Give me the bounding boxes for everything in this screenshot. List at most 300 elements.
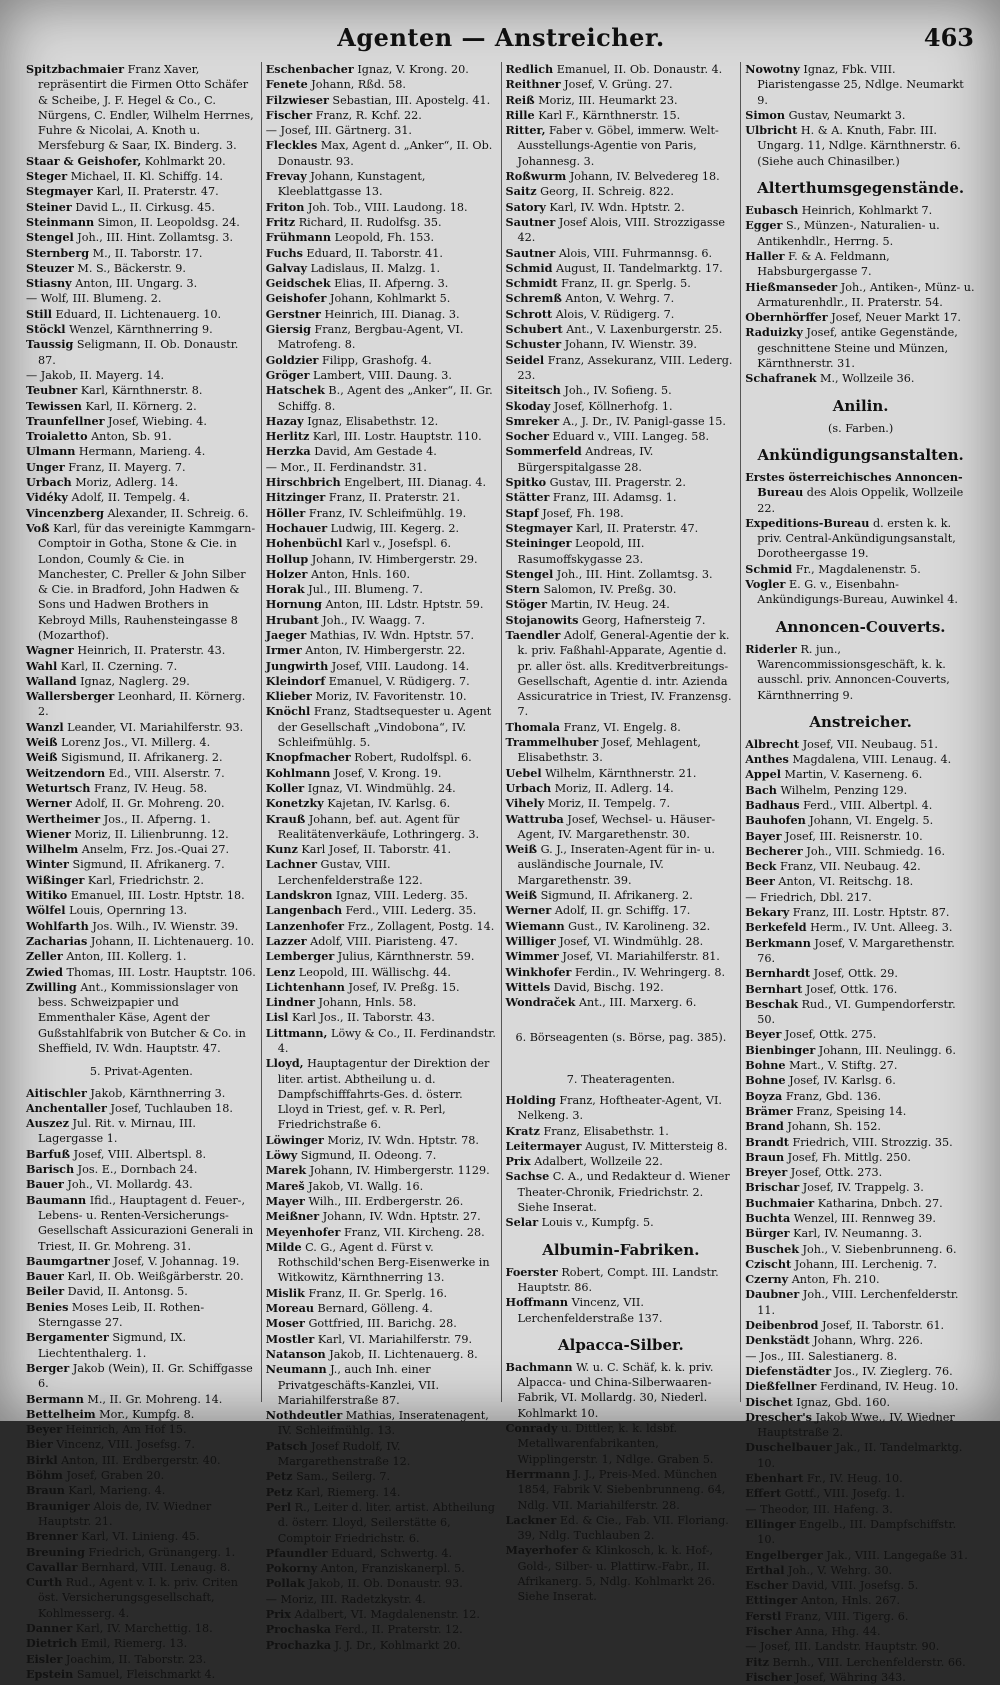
entry-name: Werner	[505, 903, 552, 918]
entry-details: Vincenz, VII. Lerchenfelderstraße 137.	[517, 1296, 663, 1325]
entry-details: Adolf, General-Agentie der k. k. priv. Faßhahl-Apparate, Agentie d. pr. aller öst. alls. Kreditverbreitungs-Gesellschaft, Agentie d. intr. Azienda Assicuratrice in Triest, IV. Franzensg. 7.	[517, 628, 732, 719]
entry-details: Jak., VIII. Langegaße 31.	[822, 1548, 968, 1562]
entry-details: Anton, Sb. 91.	[87, 430, 172, 444]
entry-details: C. A., und Redakteur d. Wiener Theater-Chronik, Friedrichstr. 2. Siehe Inserat.	[517, 1170, 730, 1215]
entry-name: Haller	[745, 248, 785, 263]
entry-details: Heinrich, II. Praterstr. 43.	[73, 644, 226, 658]
directory-entry	[266, 475, 497, 490]
entry-details: Moriz, IV. Wdn. Hptstr. 78.	[323, 1133, 479, 1147]
entry-details: Karl, Friedrichstr. 2.	[84, 873, 204, 887]
entry-details: Josef, III. Reisnerstr. 10.	[781, 829, 923, 843]
entry-details: Jakob, Kärnthnerring 3.	[86, 1086, 226, 1100]
entry-details: Jul., III. Blumeng. 7.	[304, 583, 423, 597]
directory-entry	[266, 766, 497, 781]
directory-entry	[745, 310, 976, 325]
directory-entry	[266, 460, 497, 475]
directory-entry	[266, 659, 497, 674]
directory-entry	[26, 1300, 257, 1331]
directory-entry	[745, 1578, 976, 1593]
entry-name: Mislik	[265, 1285, 305, 1300]
directory-entry	[266, 368, 497, 383]
entry-name: Brischar	[745, 1180, 800, 1195]
directory-entry	[26, 169, 257, 184]
entry-name: Albrecht	[745, 736, 800, 751]
entry-name: Beer	[745, 874, 775, 889]
entry-details: F. & A. Feldmann, Habsburgergasse 7.	[757, 249, 890, 279]
entry-details: Joh., VIII. Lerchenfelderstr. 11.	[757, 1288, 959, 1317]
entry-name: Bernhardt	[745, 966, 811, 981]
directory-entry	[266, 781, 497, 796]
entry-details: Josef, VI. Mariahilferstr. 81.	[558, 950, 720, 964]
directory-entry	[266, 1332, 497, 1347]
entry-name: Petz	[265, 1484, 293, 1499]
entry-details: Johann, IV. Himbergerstr. 29.	[308, 552, 478, 566]
entry-details: B., Agent des „Anker“, II. Gr. Schiffg. 8.	[277, 384, 493, 413]
directory-entry	[506, 1421, 737, 1467]
directory-entry	[266, 1148, 497, 1163]
entry-name: Giersig	[265, 322, 311, 337]
directory-entry	[266, 77, 497, 92]
entry-name: Denkstädt	[745, 1333, 810, 1348]
directory-entry	[26, 1162, 257, 1177]
entry-name: Bettelheim	[26, 1406, 96, 1421]
entry-name: Baumgartner	[26, 1253, 110, 1268]
entry-name: Fenete	[265, 77, 308, 92]
directory-entry	[266, 536, 497, 551]
directory-entry	[506, 169, 737, 184]
entry-name: Seidel	[505, 352, 545, 367]
entry-name: Saitz	[505, 184, 537, 199]
entry-details: Josef, VIII. Laudong. 14.	[328, 659, 470, 673]
directory-entry	[26, 414, 257, 429]
directory-entry	[506, 1139, 737, 1154]
entry-name: Stengel	[26, 230, 74, 245]
entry-details: Ladislaus, II. Malzg. 1.	[307, 261, 441, 275]
entry-name: Zwilling	[26, 979, 77, 994]
directory-entry	[26, 720, 257, 735]
directory-entry	[266, 628, 497, 643]
entry-details: Gust., IV. Karolineng. 32.	[564, 919, 711, 933]
entry-details: R. jun., Warencommissionsgeschäft, k. k. ausschl. priv. Annoncen-Couverts, Kärnthnerring 9.	[757, 642, 950, 702]
entry-name: Berkefeld	[745, 920, 807, 935]
directory-entry	[266, 704, 497, 750]
directory-entry	[266, 934, 497, 949]
entry-name: Schrott	[505, 306, 553, 321]
entry-name: Steinmann	[26, 214, 95, 229]
directory-entry	[26, 796, 257, 811]
directory-entry	[745, 1655, 976, 1670]
entry-details: Ferd., VIII. Lederg. 35.	[342, 904, 477, 918]
entry-details: Josef, Fh. Mittlg. 250.	[784, 1150, 911, 1164]
entry-details: Hermann, Marieng. 4.	[75, 445, 206, 459]
entry-name: Steiner	[26, 199, 72, 214]
entry-details: Louis, Opernring 13.	[65, 904, 188, 918]
entry-details: u. Dittler, k. k. ldsbf. Metallwarenfabrikanten, Wipplingerstr. 1, Ndlge. Graben 5.	[517, 1422, 714, 1466]
entry-name: Stegmayer	[26, 184, 93, 199]
entry-details: Georg, Hafnersteig 7.	[578, 613, 706, 627]
entry-name: Horak	[265, 582, 305, 597]
directory-entry	[506, 1360, 737, 1421]
directory-entry	[26, 689, 257, 720]
directory-entry	[266, 1301, 497, 1316]
directory-entry	[506, 108, 737, 123]
entry-name: Hazay	[265, 413, 304, 428]
entry-name: Wißinger	[26, 872, 85, 887]
directory-entry	[745, 920, 976, 935]
entry-name: Goldzier	[265, 352, 319, 367]
entry-name: Barfuß	[26, 1146, 71, 1161]
entry-name: Drescher's	[745, 1409, 812, 1424]
directory-entry	[26, 521, 257, 643]
entry-details: Sigismund, II. Afrikanerg. 2.	[57, 751, 223, 765]
entry-name: Roßwurm	[505, 169, 567, 184]
entry-name: Socher	[505, 429, 549, 444]
column-3	[501, 62, 741, 1604]
directory-entry	[266, 246, 497, 261]
directory-entry	[745, 1119, 976, 1134]
directory-entry	[26, 1453, 257, 1468]
entry-details: Moriz, Adlerg. 14.	[71, 476, 179, 490]
entry-details: Josef, Neuer Markt 17.	[827, 311, 961, 325]
directory-entry	[506, 1513, 737, 1544]
directory-entry	[506, 965, 737, 980]
entry-details: G. J., Inseraten-Agent für in- u. ausländische Journale, IV. Margarethenstr. 39.	[517, 843, 715, 887]
directory-entry	[26, 1177, 257, 1192]
directory-entry	[266, 857, 497, 888]
entry-details: Josef, Tuchlauben 18.	[106, 1101, 233, 1115]
entry-details: Jakob, VI. Wallg. 16.	[304, 1179, 424, 1193]
directory-entry	[26, 399, 257, 414]
section-heading: Anilin.	[832, 396, 889, 415]
entry-name: Winkhofer	[505, 964, 572, 979]
entry-name: Skoday	[505, 398, 551, 413]
directory-entry	[745, 966, 976, 981]
directory-entry	[745, 1471, 976, 1486]
entry-name: Eisler	[26, 1651, 63, 1666]
entry-details: Ferdinand, IV. Heug. 10.	[816, 1380, 959, 1394]
entry-name: Holding	[505, 1093, 556, 1107]
entry-name: Stern	[505, 582, 540, 597]
directory-entry	[745, 218, 976, 249]
directory-entry	[506, 93, 737, 108]
directory-entry	[266, 903, 497, 918]
directory-entry	[26, 215, 257, 230]
entry-details: Mathias, IV. Wdn. Hptstr. 57.	[306, 628, 475, 642]
entry-details: Ignaz, Gbd. 160.	[792, 1395, 891, 1409]
entry-details: Ant., III. Marxerg. 6.	[575, 996, 697, 1010]
entry-name: Koller	[265, 780, 305, 795]
entry-details: Jakob (Wein), II. Gr. Schiffgasse 6.	[38, 1361, 253, 1391]
entry-details: David, VIII. Josefsg. 5.	[788, 1579, 919, 1593]
directory-entry	[506, 62, 737, 77]
entry-details: Josef, VI. Windmühlg. 28.	[555, 934, 704, 948]
directory-entry	[26, 460, 257, 475]
entry-details: — Mor., II. Ferdinandstr. 31.	[265, 460, 427, 474]
entry-details: August, II. Tandelmarktg. 17.	[552, 261, 723, 275]
entry-details: Karl, Riemerg. 14.	[292, 1485, 401, 1499]
directory-entry	[745, 1593, 976, 1608]
directory-entry	[506, 903, 737, 918]
directory-entry	[745, 1073, 976, 1088]
entry-details: Adolf, II. Tempelg. 4.	[67, 491, 190, 505]
entry-details: Ludwig, III. Kegerg. 2.	[327, 521, 460, 535]
entry-details: Franz, IV. Heug. 58.	[90, 781, 208, 795]
directory-entry	[506, 444, 737, 475]
entry-name: Berkmann	[745, 935, 811, 950]
entry-name: Breyer	[745, 1165, 788, 1180]
entry-name: Kohlmann	[265, 765, 331, 780]
directory-entry	[745, 1089, 976, 1104]
directory-entry	[26, 781, 257, 796]
directory-entry	[745, 108, 976, 123]
entry-details: Josef, antike Gegenstände, geschnittene Steine und Münzen, Kärnthnerstr. 31.	[757, 326, 958, 371]
directory-entry	[266, 1194, 497, 1209]
entry-name: Tewissen	[26, 398, 82, 413]
entry-details: Franz, Hoftheater-Agent, VI. Nelkeng. 3.	[517, 1094, 722, 1123]
entry-details: Ignaz, V. Krong. 20.	[353, 63, 469, 76]
entry-details: Katharina, Dnbch. 27.	[814, 1196, 943, 1210]
directory-entry	[266, 1362, 497, 1408]
directory-entry	[745, 371, 976, 386]
directory-entry	[266, 888, 497, 903]
directory-entry	[745, 516, 976, 562]
entry-name: Schmidt	[505, 276, 558, 291]
entry-name: Bach	[745, 782, 777, 797]
entry-name: Zacharias	[26, 933, 88, 948]
entry-name: Galvay	[265, 260, 308, 275]
directory-entry	[26, 1361, 257, 1392]
entry-details: Lambert, VIII. Daung. 3.	[309, 368, 452, 382]
entry-details: Filipp, Grashofg. 4.	[318, 353, 432, 367]
entry-name: Sternberg	[26, 245, 90, 260]
directory-entry	[745, 890, 976, 905]
entry-name: Prochaska	[265, 1622, 332, 1637]
entry-name: Czerny	[745, 1272, 789, 1287]
entry-details: H. & A. Knuth, Fabr. III. Ungarg. 11, Ndlge. Kärnthnerstr. 6. (Siehe auch Chinasilber.)	[757, 124, 961, 168]
directory-entry	[745, 874, 976, 889]
entry-details: August, IV. Mittersteig 8.	[581, 1139, 728, 1153]
directory-entry	[266, 93, 497, 108]
entry-details: Josef, Mehlagent, Elisabethstr. 3.	[517, 736, 701, 765]
entry-details: Sigmund, II. Afrikanerg. 7.	[68, 858, 225, 872]
entry-name: Vogler	[745, 577, 786, 592]
entry-details: Josef, Ottk. 29.	[810, 967, 898, 981]
entry-details: Bernh., VIII. Lerchenfelderstr. 66.	[768, 1655, 966, 1669]
entry-details: Karl, IV. Marchettig. 18.	[72, 1621, 213, 1635]
directory-entry	[506, 934, 737, 949]
directory-entry	[745, 1196, 976, 1211]
directory-entry	[26, 1636, 257, 1651]
directory-entry	[506, 1154, 737, 1169]
directory-entry	[745, 936, 976, 967]
entry-name: Beyer	[745, 1027, 782, 1042]
directory-entry	[506, 521, 737, 536]
directory-entry	[26, 307, 257, 322]
entry-details: Karl Jos., II. Taborstr. 43.	[288, 1011, 435, 1025]
entry-name: Wertheimer	[26, 811, 101, 826]
section-heading: Ankündigungsanstalten.	[757, 445, 964, 464]
entry-details: Anton, III. Kollerg. 1.	[62, 950, 187, 964]
directory-entry	[26, 261, 257, 276]
entry-name: Thomala	[505, 719, 561, 734]
directory-entry	[506, 781, 737, 796]
entry-details: Franz, R. Kchf. 22.	[312, 108, 422, 122]
entry-name: Fischer	[265, 107, 313, 122]
entry-name: Knopfmacher	[265, 750, 351, 765]
entry-name: Wallersberger	[26, 689, 115, 704]
entry-details: Josef, VIII. Albertspl. 8.	[70, 1147, 207, 1161]
directory-entry	[745, 123, 976, 169]
entry-details: Martin, V. Kaserneng. 6.	[780, 768, 923, 782]
directory-entry	[266, 1408, 497, 1439]
entry-name: Still	[26, 306, 52, 321]
entry-details: Sebastian, III. Apostelg. 41.	[328, 93, 491, 107]
directory-entry	[26, 980, 257, 1056]
entry-details: M., Wollzeile 36.	[816, 372, 915, 386]
directory-entry	[266, 965, 497, 980]
directory-entry	[26, 62, 257, 154]
entry-details: Eduard, II. Taborstr. 41.	[302, 246, 443, 260]
directory-entry	[26, 1101, 257, 1116]
directory-entry	[266, 1286, 497, 1301]
directory-entry	[266, 1056, 497, 1132]
entry-name: Langenbach	[265, 903, 343, 918]
entry-name: Ettinger	[745, 1593, 798, 1608]
entry-name: Teubner	[26, 383, 78, 398]
entry-name: Schubert	[505, 322, 563, 337]
directory-entry	[506, 735, 737, 766]
entry-name: Weturtsch	[26, 780, 91, 795]
entry-name: Simon	[745, 107, 786, 122]
entry-details: Julius, Kärnthnerstr. 59.	[334, 950, 475, 964]
entry-details: Joh., Antiken-, Münz- u. Armaturenhdlr., II. Praterstr. 54.	[757, 280, 975, 309]
entry-name: Boyza	[745, 1088, 783, 1103]
directory-entry	[745, 1395, 976, 1410]
directory-entry	[506, 337, 737, 352]
entry-name: Leitermayer	[505, 1138, 582, 1153]
entry-name: Uebel	[505, 765, 542, 780]
entry-details: Johann, IV. Himbergerstr. 1129.	[306, 1164, 490, 1178]
entry-details: Salomon, IV. Preßg. 30.	[539, 583, 677, 597]
entry-details: Lorenz Jos., VI. Millerg. 4.	[57, 736, 211, 750]
entry-details: Johann, II. Lichtenauerg. 10.	[87, 934, 255, 948]
directory-entry	[26, 1193, 257, 1254]
directory-entry	[266, 643, 497, 658]
entry-details: Anton, III. Erdbergerstr. 40.	[57, 1453, 221, 1467]
directory-entry	[745, 62, 976, 108]
entry-details: S., Münzen-, Naturalien- u. Antikenhdlr., Herrng. 5.	[757, 219, 940, 248]
spacer	[506, 1010, 737, 1022]
directory-entry	[266, 1163, 497, 1178]
entry-name: Weiß	[505, 842, 538, 857]
entry-details: Karl, III. Lostr. Hauptstr. 110.	[309, 430, 482, 444]
entry-name: Jungwirth	[265, 658, 329, 673]
entry-details: Karl Josef, II. Taborstr. 41.	[297, 843, 452, 857]
directory-entry	[26, 965, 257, 980]
entry-name: Wittels	[505, 979, 551, 994]
directory-entry	[266, 689, 497, 704]
entry-details: Bernard, Gölleng. 4.	[314, 1302, 433, 1316]
directory-entry	[26, 643, 257, 658]
directory-entry	[266, 230, 497, 245]
entry-name: Beiler	[26, 1284, 65, 1299]
column-2	[261, 62, 501, 1652]
section-heading: Anstreicher.	[809, 712, 912, 731]
entry-name: Urbach	[26, 475, 72, 490]
entry-details: Ignaz, Fbk. VIII. Piaristengasse 25, Ndlge. Neumarkt 9.	[757, 63, 964, 107]
entry-name: Bohne	[745, 1058, 786, 1073]
directory-entry	[26, 230, 257, 245]
directory-entry	[745, 1226, 976, 1241]
entry-details: — Josef, III. Gärtnerg. 31.	[265, 124, 412, 138]
entry-details: Jos. E., Dornbach 24.	[74, 1163, 198, 1177]
directory-entry	[506, 307, 737, 322]
entry-name: Konetzky	[265, 796, 324, 811]
entry-details: Jakob Wwe., IV. Wiedner Hauptstraße 2.	[757, 1410, 955, 1440]
directory-entry	[26, 1545, 257, 1560]
entry-details: Andreas, IV. Bürgerspitalgasse 28.	[517, 445, 654, 474]
entry-name: Bohne	[745, 1073, 786, 1088]
entry-details: Mart., V. Stiftg. 27.	[785, 1059, 898, 1073]
directory-entry	[266, 215, 497, 230]
directory-entry	[745, 1517, 976, 1548]
entry-details: Anton, Franziskanerpl. 5.	[317, 1562, 465, 1576]
entry-details: Moriz, II. Lilienbrunng. 12.	[70, 827, 229, 841]
directory-entry	[26, 154, 257, 169]
directory-entry	[745, 1440, 976, 1471]
entry-details: Leonhard, II. Körnerg. 2.	[38, 690, 246, 719]
entry-details: Mor., Kumpfg. 8.	[95, 1407, 195, 1421]
entry-name: Sautner	[505, 245, 556, 260]
spacer	[506, 1052, 737, 1064]
entry-details: des Alois Oppelik, Wollzeile 22.	[757, 486, 964, 515]
entry-details: Joh., VI. Mollardg. 43.	[63, 1178, 193, 1192]
entry-details: Karl F., Kärnthnerstr. 15.	[534, 108, 681, 122]
entry-name: Lazzer	[265, 933, 307, 948]
entry-details: Karl v., Josefspl. 6.	[342, 537, 452, 551]
entry-name: Berger	[26, 1360, 70, 1375]
directory-entry	[26, 490, 257, 505]
directory-entry	[26, 276, 257, 291]
entry-details: Sigmund, II. Afrikanerg. 2.	[537, 889, 693, 903]
entry-details: Gustav, III. Pragerstr. 2.	[546, 476, 686, 490]
entry-details: Anton, Hnls. 267.	[797, 1594, 901, 1608]
entry-name: Lachner	[265, 857, 317, 872]
entry-details: Max, Agent d. „Anker“, II. Ob. Donaustr. 93.	[277, 139, 493, 168]
directory-entry	[506, 720, 737, 735]
entry-details: Johann, Hnls. 58.	[314, 996, 417, 1010]
entry-name: Fuchs	[265, 245, 303, 260]
directory-entry	[745, 1165, 976, 1180]
entry-name: Walland	[26, 673, 77, 688]
entry-name: Neumann	[265, 1362, 327, 1377]
directory-entry	[26, 812, 257, 827]
directory-entry	[506, 842, 737, 888]
entry-name: Krauß	[265, 811, 306, 826]
entry-details: Seligmann, II. Ob. Donaustr. 87.	[38, 338, 239, 367]
directory-entry	[506, 1124, 737, 1139]
directory-entry	[266, 444, 497, 459]
entry-details: Rud., Agent v. I. k. priv. Criten öst. Versicherungsgesellschaft, Kohlmesserg. 4.	[38, 1576, 238, 1620]
entry-details: Anna, Hhg. 44.	[791, 1625, 881, 1639]
entry-details: Karl, für das vereinigte Kammgarn-Comptoir in Gotha, Stone & Cie. in London, Coumly & Cie. in Manchester, C. Preller & John Silber & Cie. in Bradford, John Hadwen & Sons und Hadwen Brothers in Kebroyd Mills, Rauhensteingasse 8 (Mozarthof).	[38, 521, 256, 642]
entry-name: Moreau	[265, 1301, 314, 1316]
entry-name: Kunz	[265, 842, 298, 857]
directory-entry	[26, 1621, 257, 1636]
directory-entry	[26, 903, 257, 918]
entry-name: Bachmann	[505, 1359, 573, 1374]
entry-details: W. u. C. Schäf, k. k. priv. Alpacca- und China-Silberwaaren-Fabrik, VI. Mollardg. 30, Niederl. Kohlmarkt 10.	[517, 1360, 714, 1420]
